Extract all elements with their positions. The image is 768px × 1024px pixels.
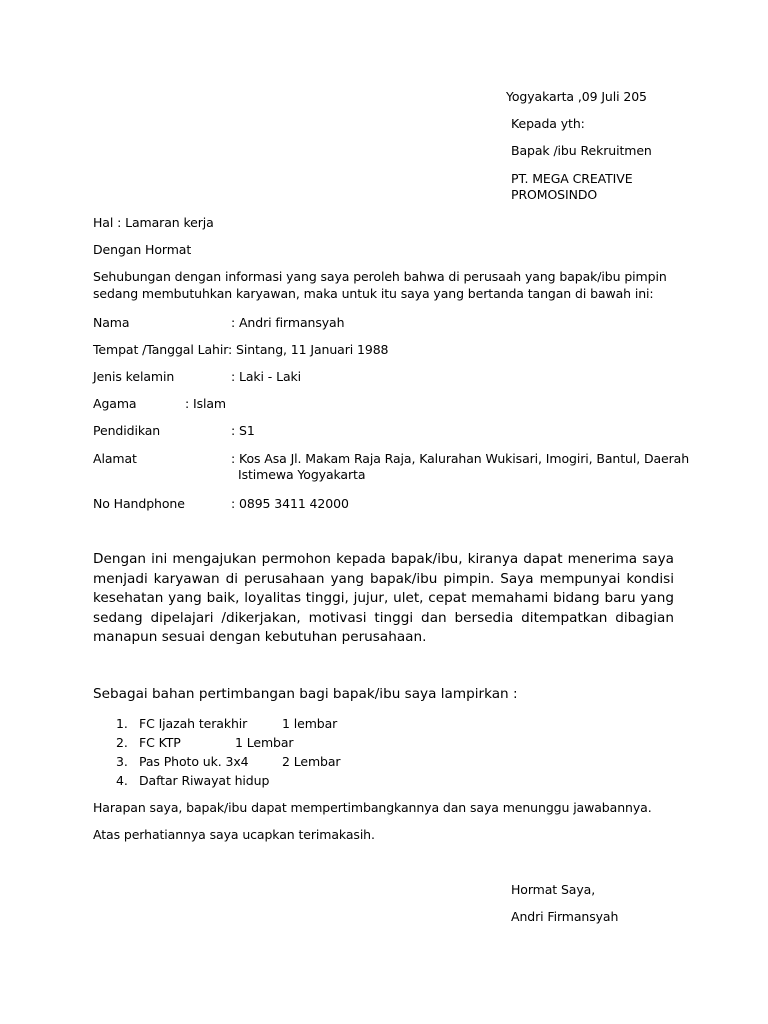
detail-value-phone: : 0895 3411 42000 [231,496,349,511]
recipient-company-line1: PT. MEGA CREATIVE [511,171,633,186]
attachment-number: 2. [116,735,128,750]
greeting: Dengan Hormat [93,242,192,257]
attachment-qty: 2 Lembar [282,754,341,769]
place-date: Yogyakarta ,09 Juli 205 [506,89,647,104]
attachment-number: 4. [116,773,128,788]
detail-label-name: Nama [93,315,130,330]
recipient-name: Bapak /ibu Rekruitmen [511,143,652,158]
detail-value-gender: : Laki - Laki [231,369,302,384]
detail-value-religion: : Islam [185,396,226,411]
recipient-company-line2: PROMOSINDO [511,187,598,202]
detail-label-gender: Jenis kelamin [93,369,175,384]
body-paragraph: Dengan ini mengajukan permohon kepada bapak/ibu, kiranya dapat menerima saya menjadi karyawan di perusahaan yang bapak/ibu pimpin. Saya mempunyai kondisi kesehatan yang baik, loyalitas tinggi, jujur, ulet, cepat memahami bidang baru yang sedang dipelajari /dikerjakan, motivasi tinggi dan bersedia ditempatkan dibagian manapun sesuai dengan kebutuhan perusahaan. [93,551,674,645]
detail-label-religion: Agama [93,396,137,411]
hope-line: Harapan saya, bapak/ibu dapat mempertimbangkannya dan saya menunggu jawabannya. [93,800,652,815]
attachments-intro: Sebagai bahan pertimbangan bagi bapak/ibu saya lampirkan : [93,686,518,702]
thanks-line: Atas perhatiannya saya ucapkan terimakasih. [93,827,375,842]
detail-label-education: Pendidikan [93,423,161,438]
attachment-number: 3. [116,754,128,769]
detail-label-phone: No Handphone [93,496,185,511]
detail-value-address: : Kos Asa Jl. Makam Raja Raja, Kalurahan Wukisari, Imogiri, Bantul, Daerah [231,451,690,466]
detail-value-address-line2: Istimewa Yogyakarta [238,467,366,482]
attachment-item: FC Ijazah terakhir [139,716,248,731]
detail-label-address: Alamat [93,451,137,466]
detail-label-birth: Tempat /Tanggal Lahir [93,342,229,357]
signature-name: Andri Firmansyah [511,909,619,924]
attachment-item: Pas Photo uk. 3x4 [139,754,249,769]
recipient-label: Kepada yth: [511,116,585,131]
subject-line: Hal : Lamaran kerja [93,215,214,230]
detail-value-name: : Andri firmansyah [231,315,345,330]
intro-paragraph: Sehubungan dengan informasi yang saya peroleh bahwa di perusaah yang bapak/ibu pimpin sedang membutuhkan karyawan, maka untuk itu saya yang bertanda tangan di bawah ini: [93,269,667,301]
attachment-qty: 1 lembar [282,716,338,731]
closing-salutation: Hormat Saya, [511,882,596,897]
detail-value-education: : S1 [231,423,255,438]
attachment-item: Daftar Riwayat hidup [139,773,270,788]
detail-value-birth: : Sintang, 11 Januari 1988 [228,342,389,357]
attachment-number: 1. [116,716,128,731]
attachment-qty: 1 Lembar [235,735,294,750]
attachment-item: FC KTP [139,735,181,750]
